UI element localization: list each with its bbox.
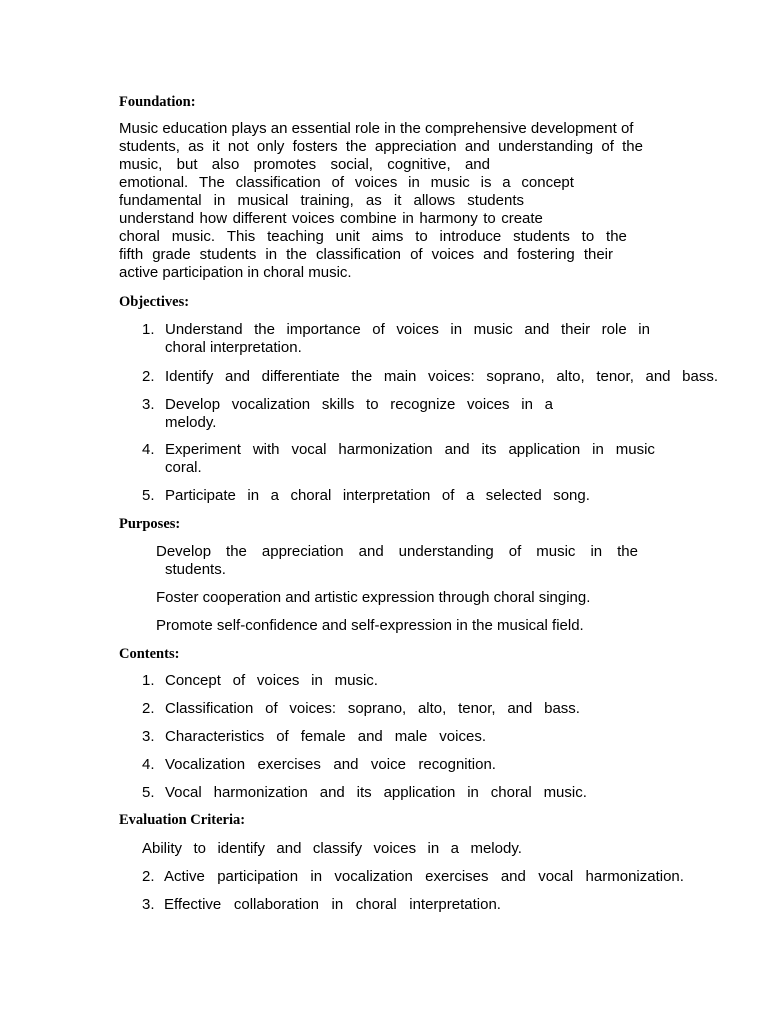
word: This [226, 228, 256, 245]
word: soprano, [347, 700, 407, 717]
word: voices: [289, 700, 337, 717]
word: training, [300, 192, 354, 209]
word: it [393, 192, 402, 209]
word: and [357, 728, 383, 745]
word: and [225, 368, 251, 385]
word: fifth [119, 246, 144, 263]
word: the [286, 246, 307, 263]
word: Classification [165, 700, 254, 717]
word: song. [553, 487, 590, 504]
word: a [465, 487, 475, 504]
word: understanding [398, 543, 494, 560]
word: vocal [291, 441, 327, 458]
word: Ability [142, 840, 183, 857]
word: choral [490, 784, 532, 801]
evaluation-heading: Evaluation Criteria: [119, 812, 246, 828]
list-item-line [165, 784, 587, 802]
list-number: 3. [142, 396, 155, 413]
word: cognitive, [387, 156, 451, 173]
word: and [276, 840, 302, 857]
word: soprano, [486, 368, 545, 385]
word: main [383, 368, 417, 385]
word: music [473, 321, 513, 338]
list-item-line: melody. [165, 414, 217, 431]
word: of [441, 487, 455, 504]
word: as [188, 138, 204, 155]
word: allows [413, 192, 456, 209]
word: aims [371, 228, 404, 245]
paragraph-line [119, 246, 613, 264]
word: in [311, 672, 323, 689]
word: and [507, 700, 533, 717]
word: promotes [253, 156, 317, 173]
word: the [351, 368, 373, 385]
word: Vocalization [165, 756, 246, 773]
word: bass. [544, 700, 580, 717]
word: Identify [165, 368, 214, 385]
word: but [176, 156, 198, 173]
list-number: 2. [142, 700, 155, 717]
word: not [227, 138, 249, 155]
word: a [544, 396, 553, 413]
list-number: 1. [142, 672, 155, 689]
list-item-line [142, 840, 522, 858]
word: its [356, 784, 372, 801]
word: a [502, 174, 511, 191]
paragraph-line [119, 174, 574, 192]
word: vocalization [334, 868, 413, 885]
word: voices: [428, 368, 475, 385]
word: in [402, 210, 414, 227]
list-number: 2. [142, 368, 155, 385]
word: create [501, 210, 543, 227]
word: voices [396, 321, 439, 338]
list-item-line: coral. [165, 459, 202, 476]
word: music [430, 174, 470, 191]
word: Concept [165, 672, 221, 689]
word: voices [373, 840, 417, 857]
word: grade [152, 246, 191, 263]
word: teaching [267, 228, 324, 245]
word: voices. [439, 728, 486, 745]
word: Foster cooperation and artistic expression through choral singing. [156, 589, 591, 606]
word: role [601, 321, 627, 338]
word: participation [217, 868, 299, 885]
word: differentiate [261, 368, 340, 385]
word: voices [354, 174, 398, 191]
word: harmonization. [585, 868, 684, 885]
word: music. [171, 228, 216, 245]
word: and [483, 246, 509, 263]
word: classification [235, 174, 321, 191]
word: in [450, 321, 463, 338]
word: in [592, 441, 604, 458]
word: tenor, [458, 700, 496, 717]
word: social, [330, 156, 373, 173]
list-number: 5. [142, 784, 155, 801]
word: the [345, 138, 367, 155]
word: collaboration [233, 896, 319, 913]
word: and [358, 543, 384, 560]
word: musical [237, 192, 289, 209]
word: of [601, 138, 614, 155]
word: tenor, [596, 368, 634, 385]
word: in [247, 487, 260, 504]
list-item-line [165, 368, 718, 386]
word: voices [467, 396, 510, 413]
word: and [319, 784, 345, 801]
word: recognize [390, 396, 456, 413]
word: application [508, 441, 581, 458]
word: Promote self-confidence and self-expression in the musical field. [156, 617, 584, 634]
word: as [365, 192, 382, 209]
word: Experiment [165, 441, 241, 458]
word: voices [431, 246, 475, 263]
word: introduce [439, 228, 502, 245]
list-item-line [156, 589, 590, 607]
word: importance [286, 321, 361, 338]
word: Participate [165, 487, 236, 504]
word: to [366, 396, 379, 413]
list-item-line: students. [165, 561, 226, 578]
word: application [383, 784, 456, 801]
word: The [199, 174, 225, 191]
objectives-heading: Objectives: [119, 294, 190, 310]
word: appreciation [261, 543, 344, 560]
word: harmony [419, 210, 478, 227]
word: of [276, 728, 289, 745]
word: voice [370, 756, 406, 773]
word: it [212, 138, 220, 155]
word: also [211, 156, 240, 173]
word: different [232, 210, 287, 227]
word: voices [256, 672, 300, 689]
word: a [450, 840, 460, 857]
word: Characteristics [165, 728, 265, 745]
word: and [333, 756, 359, 773]
word: choral [355, 896, 397, 913]
word: classification [315, 246, 402, 263]
paragraph-line [119, 228, 627, 246]
word: Active [164, 868, 205, 885]
word: the [226, 543, 247, 560]
word: in [408, 174, 420, 191]
word: how [199, 210, 228, 227]
word: in [331, 896, 344, 913]
paragraph-line [119, 156, 490, 174]
word: active participation in choral music. [119, 264, 352, 281]
word: alto, [417, 700, 447, 717]
list-item-line [165, 728, 486, 746]
word: skills [321, 396, 355, 413]
word: in [521, 396, 533, 413]
word: the [622, 138, 643, 155]
word: alto, [556, 368, 585, 385]
list-item-line [164, 896, 501, 914]
word: and [464, 138, 490, 155]
list-item-line: choral interpretation. [165, 339, 302, 356]
word: female [300, 728, 346, 745]
word: choral [119, 228, 160, 245]
word: Understand [165, 321, 243, 338]
list-item-line [165, 672, 378, 690]
list-item-line [165, 756, 496, 774]
word: to [415, 228, 428, 245]
word: interpretation [342, 487, 431, 504]
word: understanding [498, 138, 594, 155]
word: music. [543, 784, 587, 801]
word: in [310, 868, 323, 885]
word: to [581, 228, 595, 245]
word: recognition. [418, 756, 496, 773]
word: students [467, 192, 524, 209]
word: to [193, 840, 206, 857]
list-item-line [165, 321, 650, 339]
word: Develop [156, 543, 212, 560]
word: vocalization [231, 396, 311, 413]
paragraph-line [119, 138, 643, 156]
word: exercises [425, 868, 489, 885]
word: fostering [517, 246, 575, 263]
word: bass. [682, 368, 718, 385]
word: interpretation. [409, 896, 501, 913]
word: exercises [257, 756, 321, 773]
word: vocal [538, 868, 574, 885]
word: music, [119, 156, 163, 173]
word: in [467, 784, 479, 801]
list-number: 2. [142, 868, 155, 885]
paragraph-line [119, 210, 543, 228]
contents-heading: Contents: [119, 646, 180, 662]
word: emotional. [119, 174, 189, 191]
list-item-line [165, 700, 580, 718]
word: a [270, 487, 279, 504]
word: male [394, 728, 428, 745]
word: in [265, 246, 278, 263]
word: music [615, 441, 655, 458]
word: of [508, 543, 522, 560]
word: and [645, 368, 671, 385]
list-number: 1. [142, 321, 155, 338]
word: students [513, 228, 570, 245]
word: choral [290, 487, 332, 504]
list-item-line [165, 487, 590, 505]
word: only [256, 138, 285, 155]
word: its [481, 441, 497, 458]
word: of [372, 321, 385, 338]
word: appreciation [374, 138, 457, 155]
word: in [590, 543, 603, 560]
word: of [232, 672, 246, 689]
list-number: 5. [142, 487, 155, 504]
word: and [500, 868, 526, 885]
word: harmonization [213, 784, 308, 801]
list-item-line [165, 396, 553, 414]
list-number: 4. [142, 756, 155, 773]
paragraph-line [119, 264, 352, 282]
list-number: 3. [142, 728, 155, 745]
word: in [213, 192, 226, 209]
word: in [427, 840, 440, 857]
list-item-line [164, 868, 684, 886]
paragraph-line [119, 192, 524, 210]
list-item-line [156, 543, 638, 561]
list-item-line [156, 617, 584, 635]
word: the [617, 543, 638, 560]
word: their [583, 246, 613, 263]
word: music [536, 543, 576, 560]
word: Vocal [165, 784, 202, 801]
word: fundamental [119, 192, 202, 209]
paragraph-line [119, 120, 633, 138]
list-number: 3. [142, 896, 155, 913]
word: Develop [165, 396, 221, 413]
word: of [265, 700, 278, 717]
word: combine [340, 210, 397, 227]
word: Music education plays an essential role in the comprehensive development of [119, 120, 634, 137]
word: students, [119, 138, 180, 155]
word: of [410, 246, 423, 263]
foundation-heading: Foundation: [119, 94, 196, 110]
word: with [252, 441, 280, 458]
word: concept [521, 174, 574, 191]
word: identify [217, 840, 265, 857]
word: classify [312, 840, 363, 857]
word: and [524, 321, 550, 338]
list-number: 4. [142, 441, 155, 458]
word: selected [485, 487, 542, 504]
word: Effective [164, 896, 222, 913]
word: fosters [292, 138, 338, 155]
list-item-line [165, 441, 655, 459]
word: students [199, 246, 257, 263]
word: the [606, 228, 627, 245]
word: their [560, 321, 591, 338]
word: of [331, 174, 345, 191]
word: understand [119, 210, 195, 227]
word: the [254, 321, 275, 338]
word: is [480, 174, 492, 191]
word: unit [335, 228, 360, 245]
word: harmonization [338, 441, 433, 458]
word: and [444, 441, 470, 458]
word: music. [334, 672, 378, 689]
purposes-heading: Purposes: [119, 516, 181, 532]
word: melody. [470, 840, 522, 857]
word: voices [291, 210, 335, 227]
word: and [464, 156, 490, 173]
word: to [483, 210, 496, 227]
word: in [638, 321, 650, 338]
